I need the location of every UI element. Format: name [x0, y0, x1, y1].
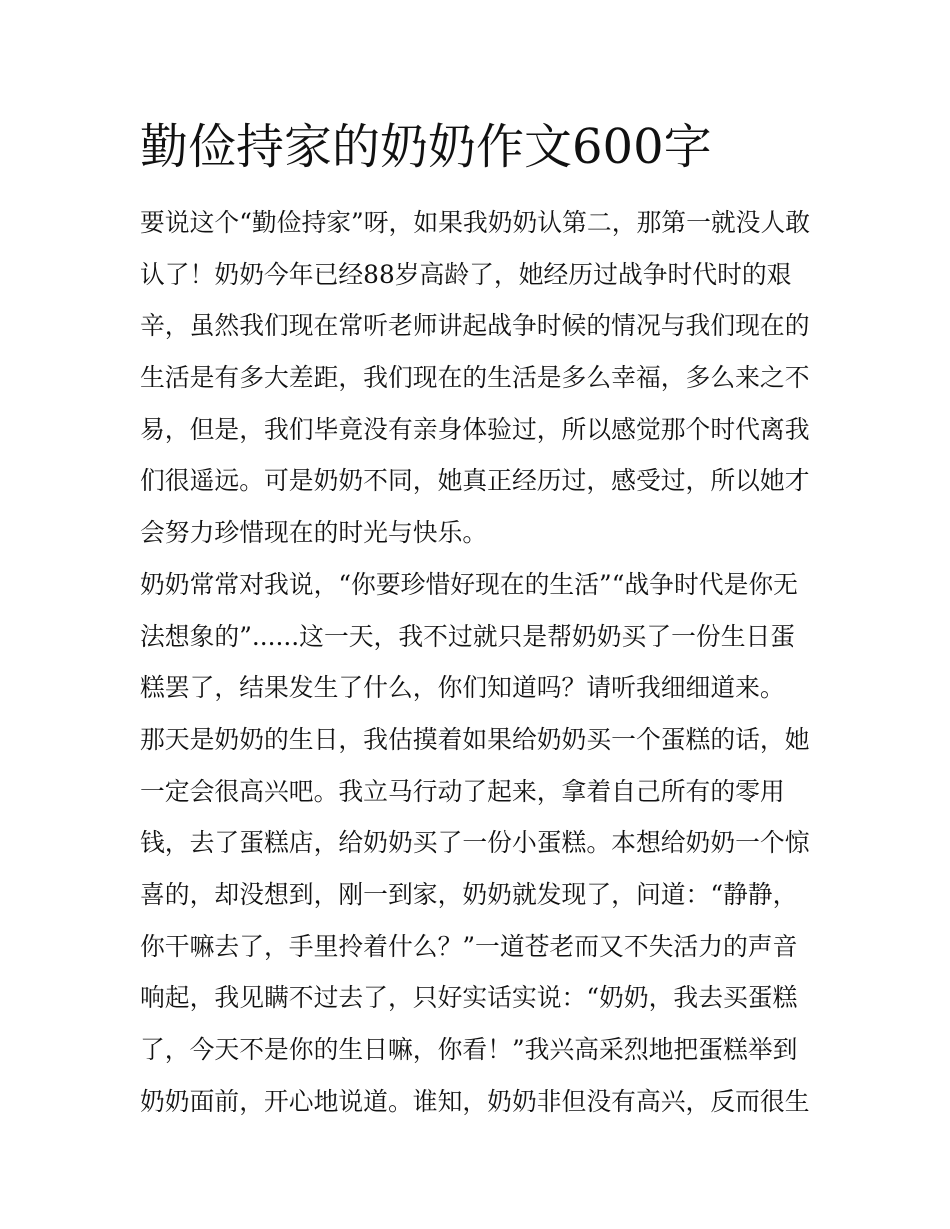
body-line-16: 响起，我见瞒不过去了，只好实话实说：“奶奶，我去买蛋糕: [140, 983, 798, 1013]
document-title: 勤俭持家的奶奶作文600字: [140, 119, 712, 175]
body-line-10: 糕罢了，结果发生了什么，你们知道吗？请听我细细道来。: [140, 673, 785, 703]
body-line-4: 生活是有多大差距，我们现在的生活是多么幸福，多么来之不: [140, 363, 810, 393]
body-line-6: 们很遥远。可是奶奶不同，她真正经历过，感受过，所以她才: [140, 466, 810, 496]
body-line-14: 喜的，却没想到，刚一到家，奶奶就发现了，问道：“静静，: [140, 879, 798, 909]
body-line-5: 易，但是，我们毕竟没有亲身体验过，所以感觉那个时代离我: [140, 414, 810, 444]
body-line-7: 会努力珍惜现在的时光与快乐。: [140, 518, 488, 548]
body-line-3: 辛，虽然我们现在常听老师讲起战争时候的情况与我们现在的: [140, 311, 810, 341]
body-line-2: 认了！奶奶今年已经88岁高龄了，她经历过战争时代时的艰: [140, 259, 792, 289]
body-line-13: 钱，去了蛋糕店，给奶奶买了一份小蛋糕。本想给奶奶一个惊: [140, 828, 810, 858]
body-line-9: 法想象的”......这一天，我不过就只是帮奶奶买了一份生日蛋: [140, 621, 796, 651]
body-line-8: 奶奶常常对我说，“你要珍惜好现在的生活”“战争时代是你无: [140, 569, 798, 599]
body-line-11: 那天是奶奶的生日，我估摸着如果给奶奶买一个蛋糕的话，她: [140, 724, 810, 754]
body-line-1: 要说这个“勤俭持家”呀，如果我奶奶认第二，那第一就没人敢: [140, 208, 811, 237]
body-line-18: 奶奶面前，开心地说道。谁知，奶奶非但没有高兴，反而很生: [140, 1086, 810, 1116]
body-line-17: 了，今天不是你的生日嘛，你看！”我兴高采烈地把蛋糕举到: [140, 1035, 798, 1064]
body-line-12: 一定会很高兴吧。我立马行动了起来，拿着自己所有的零用: [140, 776, 785, 806]
body-line-15: 你干嘛去了，手里拎着什么？”一道苍老而又不失活力的声音: [140, 931, 798, 961]
document-body: [140, 197, 815, 1127]
